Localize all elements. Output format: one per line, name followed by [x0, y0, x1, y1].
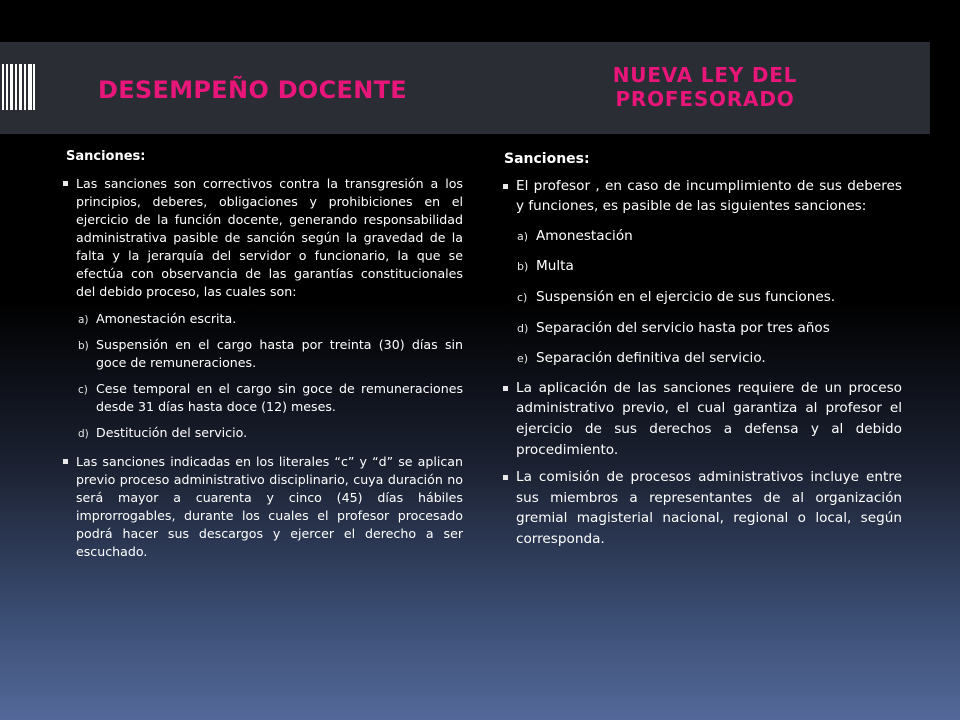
left-list-item	[60, 336, 463, 372]
left-note-text: Las sanciones indicadas en los literales “c” y “d” se aplican previo proceso administrativo disciplinario, cuya duración no será mayor a cuarenta y cinco (45) días hábiles improrrogables, durante los cuales el profesor procesado podrá hacer sus descargos y ejercer el derecho a ser escuchado.	[76, 454, 463, 559]
list-item-text: Multa	[536, 258, 574, 275]
left-list-item	[60, 310, 463, 328]
left-intro-text: Las sanciones son correctivos contra la transgresión a los principios, deberes, obligaciones y prohibiciones en el ejercicio de la función docente, generando responsabilidad administrativa pasible de sanción según la gravedad de la falta y la jerarquía del servidor o funcionario, la que se efectúa con observancia de las garantías constitucionales del debido proceso, las cuales son:	[76, 176, 463, 299]
right-column	[500, 149, 902, 550]
left-list-item	[60, 380, 463, 416]
list-item-text: Amonestación escrita.	[96, 311, 237, 326]
right-intro-text: El profesor , en caso de incumplimiento de sus deberes y funciones, es pasible de las siguientes sanciones:	[516, 177, 902, 215]
right-list-item	[500, 287, 902, 308]
right-note1-text: La aplicación de las sanciones requiere de un proceso administrativo previo, el cual garantiza al profesor el ejercicio de sus derechos a defensa y al debido procedimiento.	[516, 379, 902, 458]
right-heading: Sanciones:	[504, 151, 590, 167]
list-item-text: Separación definitiva del servicio.	[536, 350, 766, 367]
bullet-square-icon	[503, 184, 508, 189]
right-note2-text: La comisión de procesos administrativos incluye entre sus miembros a representantes de al organización gremial magisterial nacional, regional o local, según corresponda.	[516, 469, 902, 547]
left-heading: Sanciones:	[66, 149, 146, 164]
bullet-square-icon	[63, 459, 68, 464]
right-list-item	[500, 348, 902, 369]
right-list-item	[500, 226, 902, 247]
list-letter: c)	[78, 384, 88, 396]
right-title: NUEVA LEY DEL PROFESORADO	[612, 63, 798, 111]
list-item-text: Amonestación	[536, 227, 633, 244]
list-letter: a)	[78, 314, 89, 326]
right-intro-bullet	[500, 176, 902, 217]
list-item-text: Suspensión en el ejercicio de sus funciones.	[536, 288, 836, 305]
list-letter: c)	[517, 290, 528, 304]
list-letter: a)	[517, 229, 529, 243]
list-item-text: Cese temporal en el cargo sin goce de remuneraciones desde 31 días hasta doce (12) meses.	[96, 381, 463, 414]
left-note-bullet	[60, 453, 463, 561]
right-note1-bullet	[500, 378, 902, 460]
left-intro-bullet	[60, 175, 463, 301]
list-letter: b)	[78, 340, 89, 352]
decorative-stripes-icon	[2, 64, 36, 110]
list-letter: b)	[517, 260, 529, 274]
right-list-item	[500, 256, 902, 277]
list-letter: e)	[517, 352, 529, 366]
list-letter: d)	[517, 321, 529, 335]
bullet-square-icon	[503, 475, 508, 480]
right-list-item	[500, 318, 902, 339]
right-note2-bullet	[500, 467, 902, 549]
list-item-text: Destitución del servicio.	[96, 425, 248, 440]
bullet-square-icon	[63, 181, 68, 186]
list-item-text: Separación del servicio hasta por tres años	[536, 319, 830, 336]
left-list-item	[60, 424, 463, 442]
list-item-text: Suspensión en el cargo hasta por treinta (30) días sin goce de remuneraciones.	[96, 337, 463, 370]
bullet-square-icon	[503, 386, 508, 391]
list-letter: d)	[78, 428, 89, 440]
left-column	[60, 148, 463, 561]
left-title: DESEMPEÑO DOCENTE	[98, 76, 407, 104]
